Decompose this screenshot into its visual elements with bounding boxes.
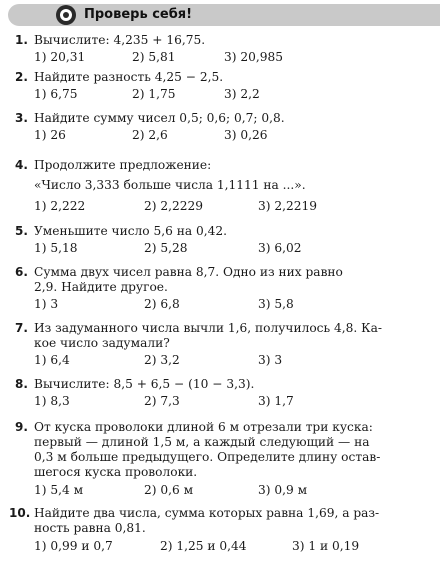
- task-text: Продолжите предложение:: [34, 158, 212, 172]
- answer-option-2: 2) 5,81: [132, 50, 176, 64]
- task-text: Вычислите: 4,235 + 16,75.: [34, 33, 206, 47]
- answer-option-1: 1) 5,18: [34, 241, 78, 255]
- task-number: 6.: [15, 265, 28, 279]
- task-number: 3.: [15, 111, 28, 125]
- task-text: ность равна 0,81.: [34, 521, 146, 535]
- answer-option-2: 2) 1,25 и 0,44: [160, 539, 247, 553]
- task-text: Сумма двух чисел равна 8,7. Одно из них равно: [34, 265, 343, 279]
- answer-option-1: 1) 3: [34, 297, 59, 311]
- task-text: 0,3 м больше предыдущего. Определите длину остав-: [34, 450, 381, 464]
- task-text: Из задуманного числа вычли 1,6, получилось 4,8. Ка-: [34, 321, 382, 335]
- task-number: 2.: [15, 70, 28, 84]
- task-text: «Число 3,333 больше числа 1,1111 на ...».: [34, 178, 306, 192]
- answer-option-2: 2) 3,2: [144, 353, 180, 367]
- task-number: 9.: [15, 420, 28, 434]
- answer-option-2: 2) 6,8: [144, 297, 180, 311]
- answer-option-3: 3) 0,9 м: [258, 483, 308, 497]
- answer-option-2: 2) 2,2229: [144, 199, 204, 213]
- task-number: 1.: [15, 33, 28, 47]
- answer-option-2: 2) 0,6 м: [144, 483, 194, 497]
- answer-option-2: 2) 2,6: [132, 128, 168, 142]
- task-text: Найдите разность 4,25 − 2,5.: [34, 70, 224, 84]
- answer-option-1: 1) 8,3: [34, 394, 70, 408]
- answer-option-1: 1) 20,31: [34, 50, 86, 64]
- answer-option-3: 3) 20,985: [224, 50, 284, 64]
- answer-option-3: 3) 1,7: [258, 394, 294, 408]
- answer-option-2: 2) 5,28: [144, 241, 188, 255]
- answer-option-3: 3) 0,26: [224, 128, 268, 142]
- task-text: шегося куска проволоки.: [34, 465, 198, 479]
- task-number: 5.: [15, 224, 28, 238]
- page-title: Проверь себя!: [84, 7, 193, 22]
- task-number: 8.: [15, 377, 28, 391]
- task-text: кое число задумали?: [34, 336, 170, 350]
- answer-option-3: 3) 3: [258, 353, 283, 367]
- task-text: Найдите сумму чисел 0,5; 0,6; 0,7; 0,8.: [34, 111, 285, 125]
- answer-option-1: 1) 6,75: [34, 87, 78, 101]
- answer-option-1: 1) 26: [34, 128, 66, 142]
- task-text: Найдите два числа, сумма которых равна 1,69, а раз-: [34, 506, 380, 520]
- answer-option-1: 1) 2,222: [34, 199, 86, 213]
- answer-option-3: 3) 6,02: [258, 241, 302, 255]
- answer-option-1: 1) 5,4 м: [34, 483, 84, 497]
- task-text: Вычислите: 8,5 + 6,5 − (10 − 3,3).: [34, 377, 255, 391]
- task-text: Уменьшите число 5,6 на 0,42.: [34, 224, 228, 238]
- answer-option-3: 3) 5,8: [258, 297, 294, 311]
- answer-option-3: 3) 2,2219: [258, 199, 318, 213]
- answer-option-3: 3) 2,2: [224, 87, 260, 101]
- answer-option-1: 1) 0,99 и 0,7: [34, 539, 113, 553]
- task-text: От куска проволоки длиной 6 м отрезали три куска:: [34, 420, 373, 434]
- task-text: 2,9. Найдите другое.: [34, 280, 168, 294]
- answer-option-1: 1) 6,4: [34, 353, 70, 367]
- answer-option-3: 3) 1 и 0,19: [292, 539, 360, 553]
- task-text: первый — длиной 1,5 м, а каждый следующий — на: [34, 435, 370, 449]
- target-icon: [56, 5, 76, 25]
- task-number: 10.: [9, 506, 31, 520]
- task-number: 4.: [15, 158, 28, 172]
- answer-option-2: 2) 1,75: [132, 87, 176, 101]
- answer-option-2: 2) 7,3: [144, 394, 180, 408]
- task-number: 7.: [15, 321, 28, 335]
